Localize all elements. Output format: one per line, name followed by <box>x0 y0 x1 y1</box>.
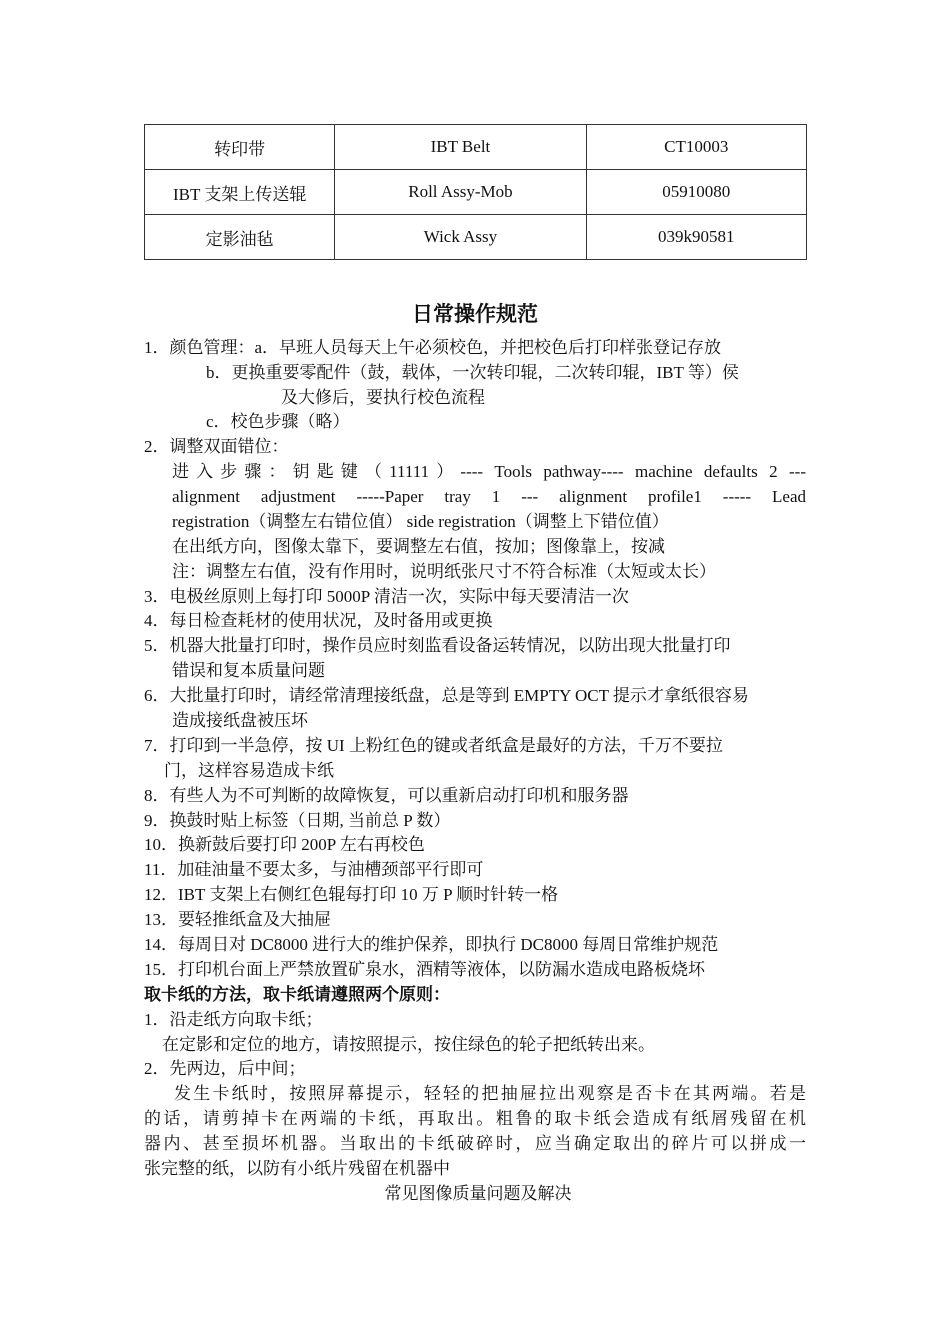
text-line: 1．颜色管理：a．早班人员每天上午必须校色，并把校色后打印样张登记存放 <box>144 338 722 357</box>
text-line: 10．换新鼓后要打印 200P 左右再校色 <box>144 835 425 854</box>
text-line: 5．机器大批量打印时，操作员应时刻监看设备运转情况，以防出现大批量打印 <box>144 636 731 655</box>
paragraph-line: 张完整的纸，以防有小纸片残留在机器中 <box>144 1159 450 1178</box>
text-line: 9．换鼓时贴上标签（日期, 当前总 P 数） <box>144 811 451 830</box>
text-line: 15．打印机台面上严禁放置矿泉水，酒精等液体，以防漏水造成电路板烧坏 <box>144 960 705 979</box>
text-line: 11．加硅油量不要太多，与油槽颈部平行即可 <box>144 860 484 879</box>
table-row <box>145 215 807 260</box>
text-line: 13．要轻推纸盒及大抽屉 <box>144 910 331 929</box>
text-line: 3．电极丝原则上每打印 5000P 清洁一次，实际中每天要清洁一次 <box>144 587 629 606</box>
text-line: 8．有些人为不可判断的故障恢复，可以重新启动打印机和服务器 <box>144 786 629 805</box>
paragraph-line: 发生卡纸时，按照屏幕提示，轻轻的把抽屉拉出观察是否卡在其两端。若是 <box>174 1084 806 1103</box>
part-english-cell: Wick Assy <box>335 215 586 260</box>
text-line: 在出纸方向，图像太靠下，要调整左右值，按加；图像靠上，按减 <box>172 537 665 556</box>
text-line: 错误和复本质量问题 <box>172 661 325 680</box>
text-line: 6．大批量打印时，请经常清理接纸盘，总是等到 EMPTY OCT 提示才拿纸很容易 <box>144 686 749 705</box>
text-line: alignment adjustment -----Paper tray 1 --- alignment profile1 ----- Lead <box>172 487 806 506</box>
text-line: 2．调整双面错位： <box>144 437 289 456</box>
table-row <box>145 125 807 170</box>
text-line: 1．沿走纸方向取卡纸； <box>144 1010 323 1029</box>
paragraph-line: 器内、甚至损坏机器。当取出的卡纸破碎时，应当确定取出的碎片可以拼成一 <box>144 1134 806 1153</box>
text-line: 14．每周日对 DC8000 进行大的维护保养，即执行 DC8000 每周日常维护规范 <box>144 935 719 954</box>
parts-table <box>144 124 807 260</box>
part-name-cell: IBT 支架上传送辊 <box>145 170 335 215</box>
text-line: 7．打印到一半急停，按 UI 上粉红色的键或者纸盒是最好的方法，千万不要拉 <box>144 736 723 755</box>
subsection-title: 常见图像质量问题及解决 <box>384 1184 572 1203</box>
table-row <box>145 170 807 215</box>
text-line: 在定影和定位的地方，请按照提示，按住绿色的轮子把纸转出来。 <box>162 1035 655 1054</box>
text-line: 及大修后，要执行校色流程 <box>281 388 485 407</box>
part-english-cell: Roll Assy-Mob <box>335 170 586 215</box>
paragraph-line: 的话，请剪掉卡在两端的卡纸，再取出。粗鲁的取卡纸会造成有纸屑残留在机 <box>144 1109 806 1128</box>
text-line: 进入步骤：钥匙键（11111）---- Tools pathway---- machine defaults 2 --- <box>172 462 806 481</box>
text-line: 4．每日检查耗材的使用状况，及时备用或更换 <box>144 611 493 630</box>
text-line: 门，这样容易造成卡纸 <box>164 761 334 780</box>
jam-section-title: 取卡纸的方法，取卡纸请遵照两个原则： <box>144 985 450 1004</box>
text-line: 造成接纸盘被压坏 <box>172 711 308 730</box>
text-line: 注：调整左右值，没有作用时，说明纸张尺寸不符合标准（太短或太长） <box>172 562 716 581</box>
part-code-cell: CT10003 <box>586 125 806 170</box>
text-line: c．校色步骤（略） <box>206 412 350 431</box>
part-code-cell: 05910080 <box>586 170 806 215</box>
section-title: 日常操作规范 <box>412 302 538 326</box>
part-code-cell: 039k90581 <box>586 215 806 260</box>
text-line: registration（调整左右错位值） side registration（调整上下错位值） <box>172 512 669 531</box>
part-name-cell: 定影油毡 <box>145 215 335 260</box>
part-english-cell: IBT Belt <box>335 125 586 170</box>
text-line: 12．IBT 支架上右侧红色辊每打印 10 万 P 顺时针转一格 <box>144 885 559 904</box>
text-line: b．更换重要零配件（鼓，载体，一次转印辊，二次转印辊，IBT 等）侯 <box>206 363 739 382</box>
part-name-cell: 转印带 <box>145 125 335 170</box>
text-line: 2．先两边，后中间； <box>144 1059 306 1078</box>
